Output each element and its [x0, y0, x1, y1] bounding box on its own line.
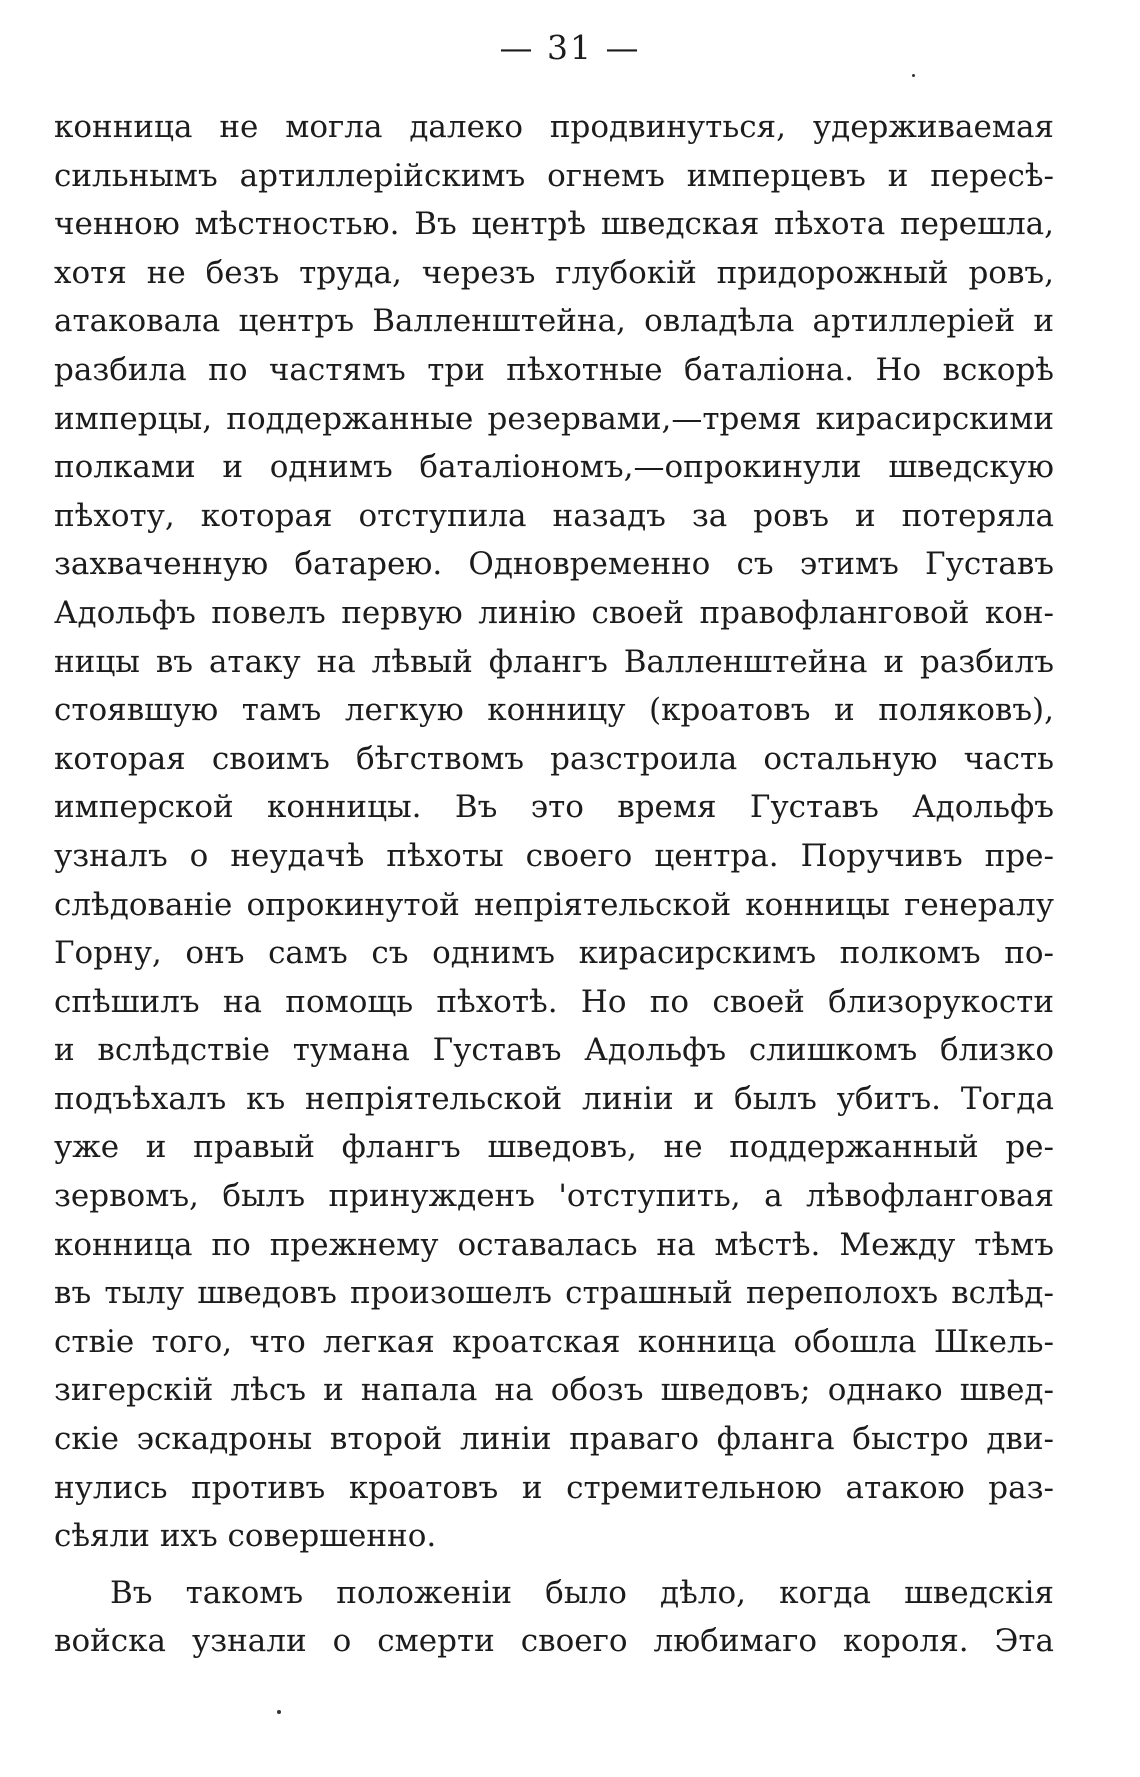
text-line: войска узнали о смерти своего любимаго короля. Эта	[54, 1623, 1054, 1660]
text-line: нулись противъ кроатовъ и стремительною атакою раз-	[54, 1469, 1054, 1506]
print-speck	[277, 1710, 281, 1714]
text-line: Адольфъ повелъ первую линію своей правофланговой кон-	[54, 594, 1054, 631]
text-line: слѣдованіе опрокинутой непріятельской конницы генералу	[54, 886, 1054, 923]
text-line: Горну, онъ самъ съ однимъ кирасирскимъ полкомъ по-	[54, 935, 1054, 972]
paragraph	[54, 103, 1054, 1561]
text-line: Въ такомъ положеніи было дѣло, когда шведскія	[110, 1574, 1054, 1611]
page-number: — 31 —	[499, 28, 641, 67]
body-text	[54, 103, 1054, 1666]
text-line: узналъ о неудачѣ пѣхоты своего центра. Поручивъ пре-	[54, 837, 1054, 874]
text-line: конница не могла далеко продвинуться, удерживаемая	[54, 109, 1054, 145]
text-line: атаковала центръ Валленштейна, овладѣла артиллеріей и	[54, 303, 1054, 340]
text-line: которая своимъ бѣгствомъ разстроила остальную часть	[54, 740, 1054, 777]
text-line: пѣхоту, которая отступила назадъ за ровъ и потеряла	[54, 497, 1054, 534]
text-line: зигерскій лѣсъ и напала на обозъ шведовъ; однако швед-	[54, 1372, 1054, 1409]
text-line: имперской конницы. Въ это время Густавъ Адольфъ	[54, 789, 1054, 826]
text-line: скіе эскадроны второй линіи праваго фланга быстро дви-	[54, 1421, 1054, 1458]
text-line: хотя не безъ труда, черезъ глубокій придорожный ровъ,	[54, 254, 1054, 291]
text-line: захваченную батарею. Одновременно съ этимъ Густавъ	[54, 546, 1054, 583]
text-line: зервомъ, былъ принужденъ 'отступить, а лѣвофланговая	[54, 1178, 1054, 1215]
text-line: стоявшую тамъ легкую конницу (кроатовъ и поляковъ),	[54, 692, 1054, 729]
text-line: и вслѣдствіе тумана Густавъ Адольфъ слишкомъ близко	[54, 1032, 1054, 1069]
print-speck	[912, 74, 915, 77]
paragraph	[54, 1569, 1054, 1666]
paragraph-spacer	[54, 1561, 1054, 1569]
text-line: конница по прежнему оставалась на мѣстѣ. Между тѣмъ	[54, 1226, 1054, 1263]
text-line: полками и однимъ баталіономъ,—опрокинули шведскую	[54, 449, 1054, 486]
text-line: ницы въ атаку на лѣвый флангъ Валленштейна и разбилъ	[54, 643, 1054, 680]
text-line: ствіе того, что легкая кроатская конница обошла Шкель-	[54, 1323, 1054, 1360]
text-line: имперцы, поддержанные резервами,—тремя кирасирскими	[54, 400, 1054, 437]
text-line: ченною мѣстностью. Въ центрѣ шведская пѣхота перешла,	[54, 206, 1054, 243]
text-line: спѣшилъ на помощь пѣхотѣ. Но по своей близорукости	[54, 983, 1054, 1020]
text-line: сѣяли ихъ совершенно.	[54, 1518, 437, 1555]
text-line: сильнымъ артиллерійскимъ огнемъ имперцевъ и пересѣ-	[54, 157, 1054, 194]
text-line: разбила по частямъ три пѣхотные баталіона. Но вскорѣ	[54, 351, 1054, 388]
text-line: въ тылу шведовъ произошелъ страшный переполохъ вслѣд-	[54, 1275, 1054, 1312]
text-line: уже и правый флангъ шведовъ, не поддержанный ре-	[54, 1129, 1054, 1166]
text-line: подъѣхалъ къ непріятельской линіи и былъ убитъ. Тогда	[54, 1080, 1054, 1117]
